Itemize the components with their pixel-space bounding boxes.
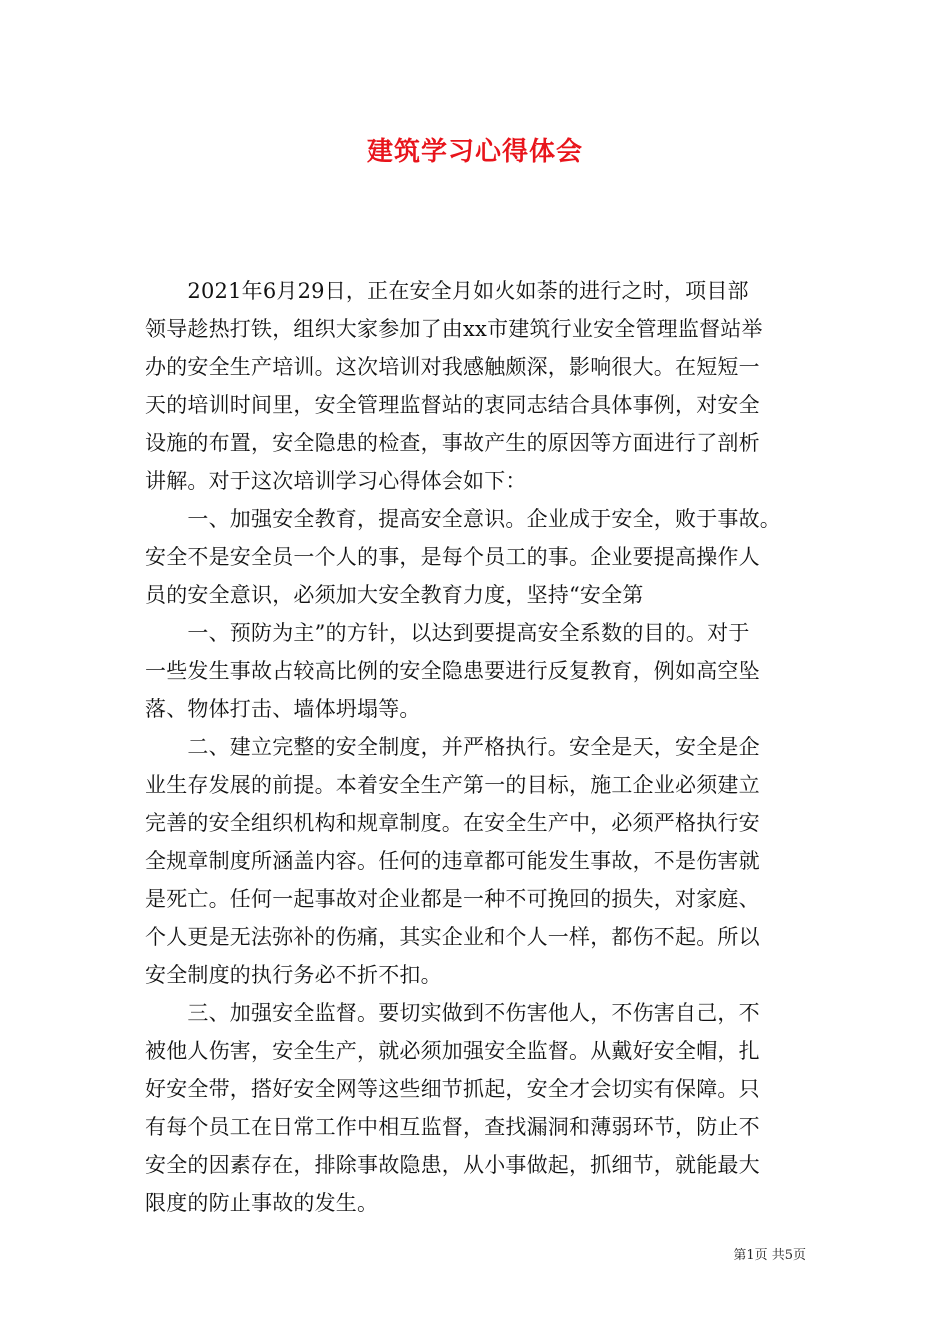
text-line: 一些发生事故占较高比例的安全隐患要进行反复教育，例如高空坠 xyxy=(145,659,760,683)
text-line: 一、预防为主”的方针，以达到要提高安全系数的目的。对于 xyxy=(145,621,750,645)
text-line: 天的培训时间里，安全管理监督站的衷同志结合具体事例，对安全 xyxy=(145,393,760,417)
text-line: 二、建立完整的安全制度，并严格执行。安全是天，安全是企 xyxy=(145,735,760,759)
text-line: 一、加强安全教育，提高安全意识。企业成于安全，败于事故。 xyxy=(145,507,781,531)
text-line: 员的安全意识，必须加大安全教育力度，坚持“安全第 xyxy=(145,583,644,607)
text-line: 安全的因素存在，排除事故隐患，从小事做起，抓细节，就能最大 xyxy=(145,1153,760,1177)
text-line: 2021年6月29日，正在安全月如火如荼的进行之时，项目部 xyxy=(145,279,749,303)
text-line: 领导趁热打铁，组织大家参加了由xx市建筑行业安全管理监督站举 xyxy=(145,317,763,341)
page-number-footer: 第1页 共5页 xyxy=(733,1248,806,1263)
text-line: 安全不是安全员一个人的事，是每个员工的事。企业要提高操作人 xyxy=(145,545,760,569)
text-line: 限度的防止事故的发生。 xyxy=(145,1191,379,1215)
text-line: 完善的安全组织机构和规章制度。在安全生产中，必须严格执行安 xyxy=(145,811,760,835)
text-line: 有每个员工在日常工作中相互监督，查找漏洞和薄弱环节，防止不 xyxy=(145,1115,760,1139)
text-line: 办的安全生产培训。这次培训对我感触颇深，影响很大。在短短一 xyxy=(145,355,760,379)
text-line: 是死亡。任何一起事故对企业都是一种不可挽回的损失，对家庭、 xyxy=(145,887,760,911)
text-line: 落、物体打击、墙体坍塌等。 xyxy=(145,697,421,721)
text-line: 三、加强安全监督。要切实做到不伤害他人，不伤害自己，不 xyxy=(145,1001,760,1025)
document-title: 建筑学习心得体会 xyxy=(366,137,583,167)
text-line: 好安全带，搭好安全网等这些细节抓起，安全才会切实有保障。只 xyxy=(145,1077,760,1101)
text-line: 个人更是无法弥补的伤痛，其实企业和个人一样，都伤不起。所以 xyxy=(145,925,760,949)
text-line: 讲解。对于这次培训学习心得体会如下： xyxy=(145,469,527,493)
text-line: 设施的布置，安全隐患的检查，事故产生的原因等方面进行了剖析 xyxy=(145,431,760,455)
text-line: 被他人伤害，安全生产，就必须加强安全监督。从戴好安全帽，扎 xyxy=(145,1039,760,1063)
document-body xyxy=(145,272,821,1222)
text-line: 全规章制度所涵盖内容。任何的违章都可能发生事故，不是伤害就 xyxy=(145,849,760,873)
text-line: 业生存发展的前提。本着安全生产第一的目标，施工企业必须建立 xyxy=(145,773,760,797)
text-line: 安全制度的执行务必不折不扣。 xyxy=(145,963,442,987)
